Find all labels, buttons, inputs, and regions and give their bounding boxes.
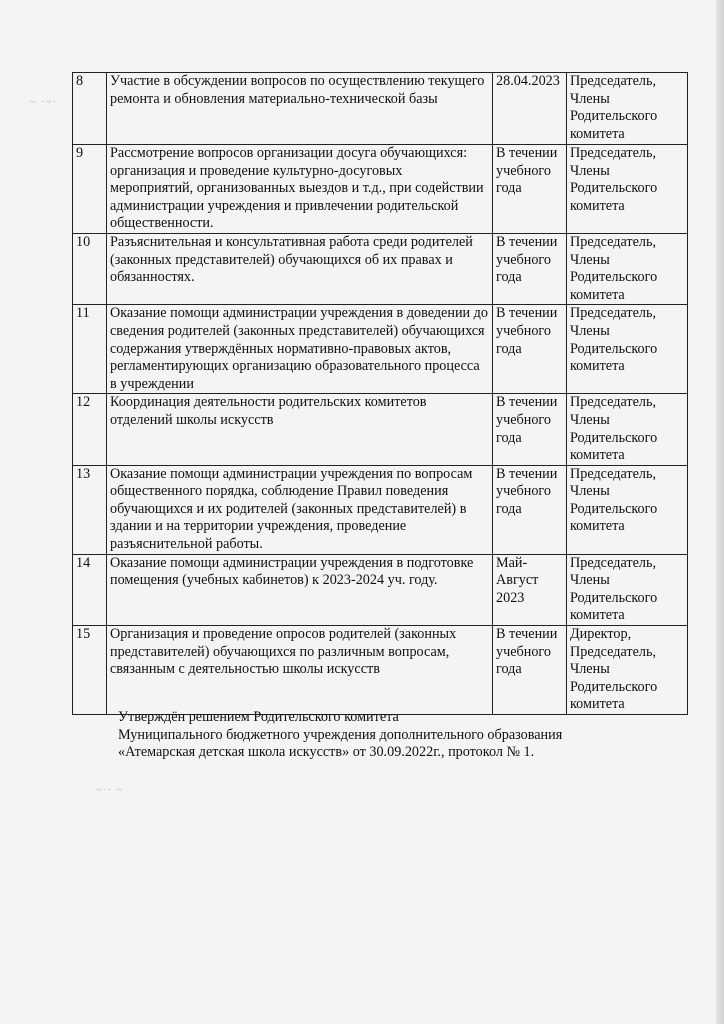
page-edge-shadow (716, 0, 724, 1024)
table-row (73, 233, 688, 304)
responsible-text: Директор, Председатель, Члены Родительского комитета (567, 626, 688, 715)
task-text: Рассмотрение вопросов организации досуга обучающихся: организация и проведение культурно-досуговых мероприятий, организованных выездов и т.д., при содействии администрации учреждения и привлечении родительской общественности. (107, 145, 493, 234)
scan-smudge: ~ ·~· (30, 96, 57, 108)
responsible-text: Председатель, Члены Родительского комитета (567, 305, 688, 394)
task-text: Организация и проведение опросов родителей (законных представителей) обучающихся по различным вопросам, связанным с деятельностью школы искусств (107, 626, 493, 715)
approval-line: Утверждён решением Родительского комитета (118, 709, 399, 725)
date-text: В течении учебного года (493, 465, 567, 554)
responsible-text: Председатель, Члены Родительского комитета (567, 233, 688, 304)
date-text: 28.04.2023 (493, 73, 567, 145)
date-text: В течении учебного года (493, 394, 567, 465)
scan-smudge: ~·· ~ (96, 784, 123, 796)
table-row (73, 554, 688, 625)
table-row (73, 305, 688, 394)
approval-note (118, 709, 678, 762)
task-text: Участие в обсуждении вопросов по осуществлению текущего ремонта и обновления материально-технической базы (107, 73, 493, 145)
date-text: В течении учебного года (493, 305, 567, 394)
table-row (73, 394, 688, 465)
responsible-text: Председатель, Члены Родительского комитета (567, 465, 688, 554)
row-number: 12 (73, 394, 107, 465)
row-number: 15 (73, 626, 107, 715)
activities-table (72, 72, 688, 715)
task-text: Оказание помощи администрации учреждения в доведении до сведения родителей (законных представителей) обучающихся содержания утверждённых нормативно-правовых актов, регламентирующих организацию образовательного процесса в учреждении (107, 305, 493, 394)
approval-line: «Атемарская детская школа искусств» от 30.09.2022г., протокол № 1. (118, 744, 535, 761)
responsible-text: Председатель, Члены Родительского комитета (567, 145, 688, 234)
row-number: 9 (73, 145, 107, 234)
responsible-text: Председатель, Члены Родительского комитета (567, 554, 688, 625)
approval-line: Муниципального бюджетного учреждения дополнительного образования (118, 726, 563, 743)
task-text: Разъяснительная и консультативная работа среди родителей (законных представителей) обучающихся об их правах и обязанностях. (107, 233, 493, 304)
row-number: 14 (73, 554, 107, 625)
date-text: Май-Август 2023 (493, 554, 567, 625)
date-text: В течении учебного года (493, 626, 567, 715)
date-text: В течении учебного года (493, 145, 567, 234)
task-text: Координация деятельности родительских комитетов отделений школы искусств (107, 394, 493, 465)
responsible-text: Председатель, Члены Родительского комитета (567, 73, 688, 145)
date-text: В течении учебного года (493, 233, 567, 304)
responsible-text: Председатель, Члены Родительского комитета (567, 394, 688, 465)
task-text: Оказание помощи администрации учреждения в подготовке помещения (учебных кабинетов) к 2023-2024 уч. году. (107, 554, 493, 625)
table-row (73, 465, 688, 554)
table-row (73, 626, 688, 715)
row-number: 11 (73, 305, 107, 394)
row-number: 13 (73, 465, 107, 554)
table-row (73, 73, 688, 145)
row-number: 8 (73, 73, 107, 145)
table-row (73, 145, 688, 234)
row-number: 10 (73, 233, 107, 304)
task-text: Оказание помощи администрации учреждения по вопросам общественного порядка, соблюдение Правил поведения обучающихся и их родителей (законных представителей) в здании и на территории учреждения, проведение разъяснительной работы. (107, 465, 493, 554)
